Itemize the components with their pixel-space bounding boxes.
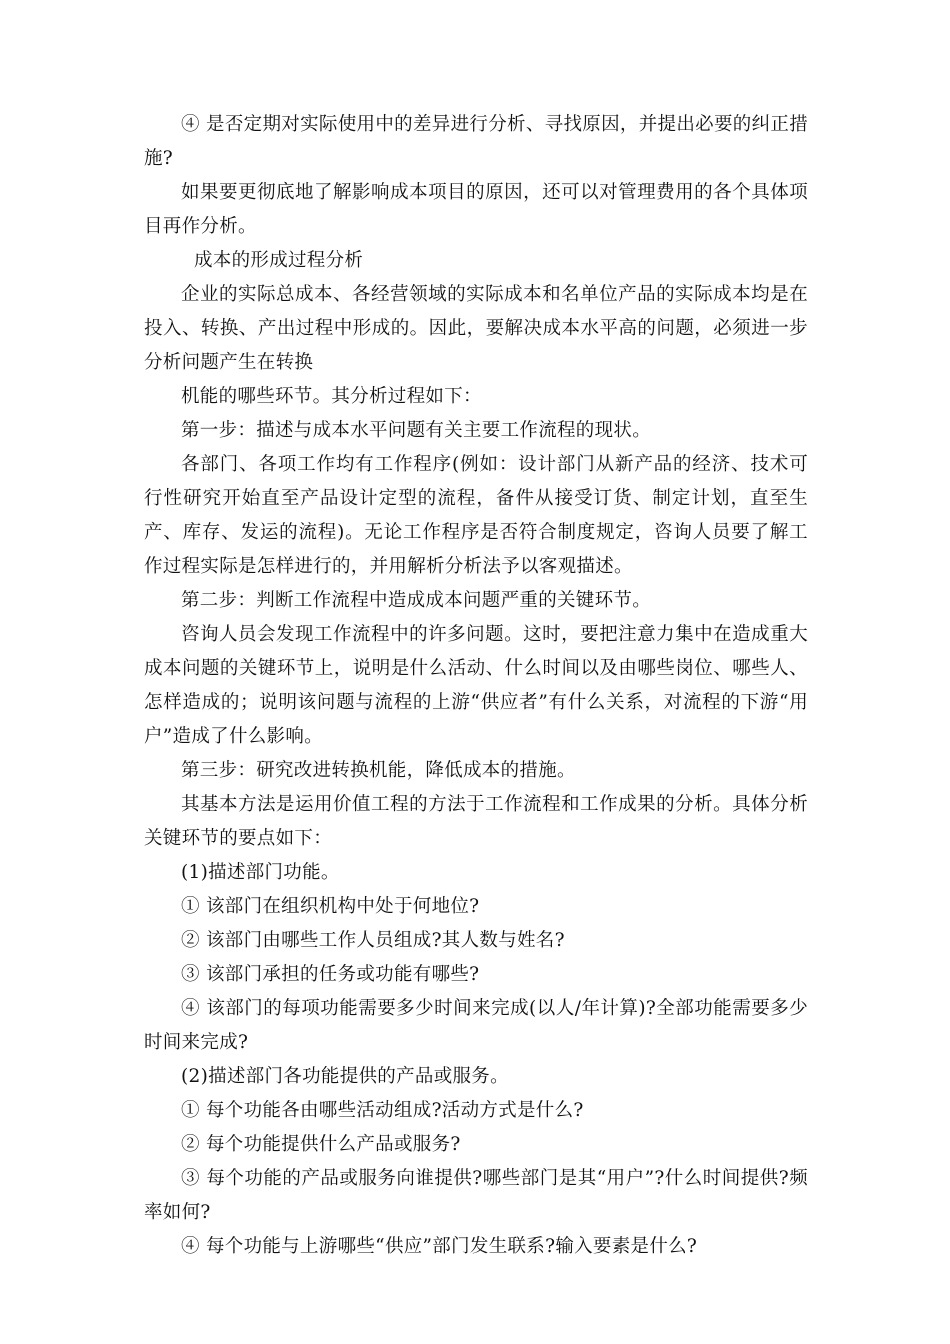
step-1-heading: 第一步：描述与成本水平问题有关主要工作流程的现状。 [181,420,652,441]
document-page [144,108,808,1264]
paragraph-2: 如果要更彻底地了解影响成本项目的原因，还可以对管理费用的各个具体项目再作分析。 [144,182,808,237]
list-heading-2: (2)描述部门各功能提供的产品或服务。 [181,1066,509,1087]
list-item-1-2: ② 该部门由哪些工作人员组成?其人数与姓名? [181,930,565,951]
paragraph-9: 咨询人员会发现工作流程中的许多问题。这时，要把注意力集中在造成重大成本问题的关键环节上，说明是什么活动、什么时间以及由哪些岗位、哪些人、怎样造成的；说明该问题与流程的上游“供应者”有什么关系，对流程的下游“用户”造成了什么影响。 [144,624,808,747]
list-item-2-1: ① 每个功能各由哪些活动组成?活动方式是什么? [181,1100,584,1121]
paragraph-1: ④ 是否定期对实际使用中的差异进行分析、寻找原因，并提出必要的纠正措施? [144,114,808,169]
list-heading-1: (1)描述部门功能。 [181,862,340,883]
list-item-1-1: ① 该部门在组织机构中处于何地位? [181,896,480,917]
list-item-2-2: ② 每个功能提供什么产品或服务? [181,1134,461,1155]
paragraph-5: 机能的哪些环节。其分析过程如下： [181,386,482,407]
list-item-2-3: ③ 每个功能的产品或服务向谁提供?哪些部门是其“用户”?什么时间提供?频率如何? [144,1168,808,1223]
step-3-heading: 第三步：研究改进转换机能，降低成本的措施。 [181,760,576,781]
section-heading: 成本的形成过程分析 [194,250,364,271]
paragraph-11: 其基本方法是运用价值工程的方法于工作流程和工作成果的分析。具体分析关键环节的要点如下： [144,794,808,849]
step-2-heading: 第二步：判断工作流程中造成成本问题严重的关键环节。 [181,590,652,611]
list-item-1-3: ③ 该部门承担的任务或功能有哪些? [181,964,480,985]
paragraph-7: 各部门、各项工作均有工作程序(例如：设计部门从新产品的经济、技术可行性研究开始直至产品设计定型的流程，备件从接受订货、制定计划，直至生产、库存、发运的流程)。无论工作程序是否符合制度规定，咨询人员要了解工作过程实际是怎样进行的，并用解析分析法予以客观描述。 [144,454,808,577]
list-item-1-4: ④ 该部门的每项功能需要多少时间来完成(以人/年计算)?全部功能需要多少时间来完成? [144,998,808,1053]
list-item-2-4: ④ 每个功能与上游哪些“供应”部门发生联系?输入要素是什么? [181,1236,698,1257]
paragraph-4: 企业的实际总成本、各经营领域的实际成本和名单位产品的实际成本均是在投入、转换、产出过程中形成的。因此，要解决成本水平高的问题，必须进一步分析问题产生在转换 [144,284,808,373]
